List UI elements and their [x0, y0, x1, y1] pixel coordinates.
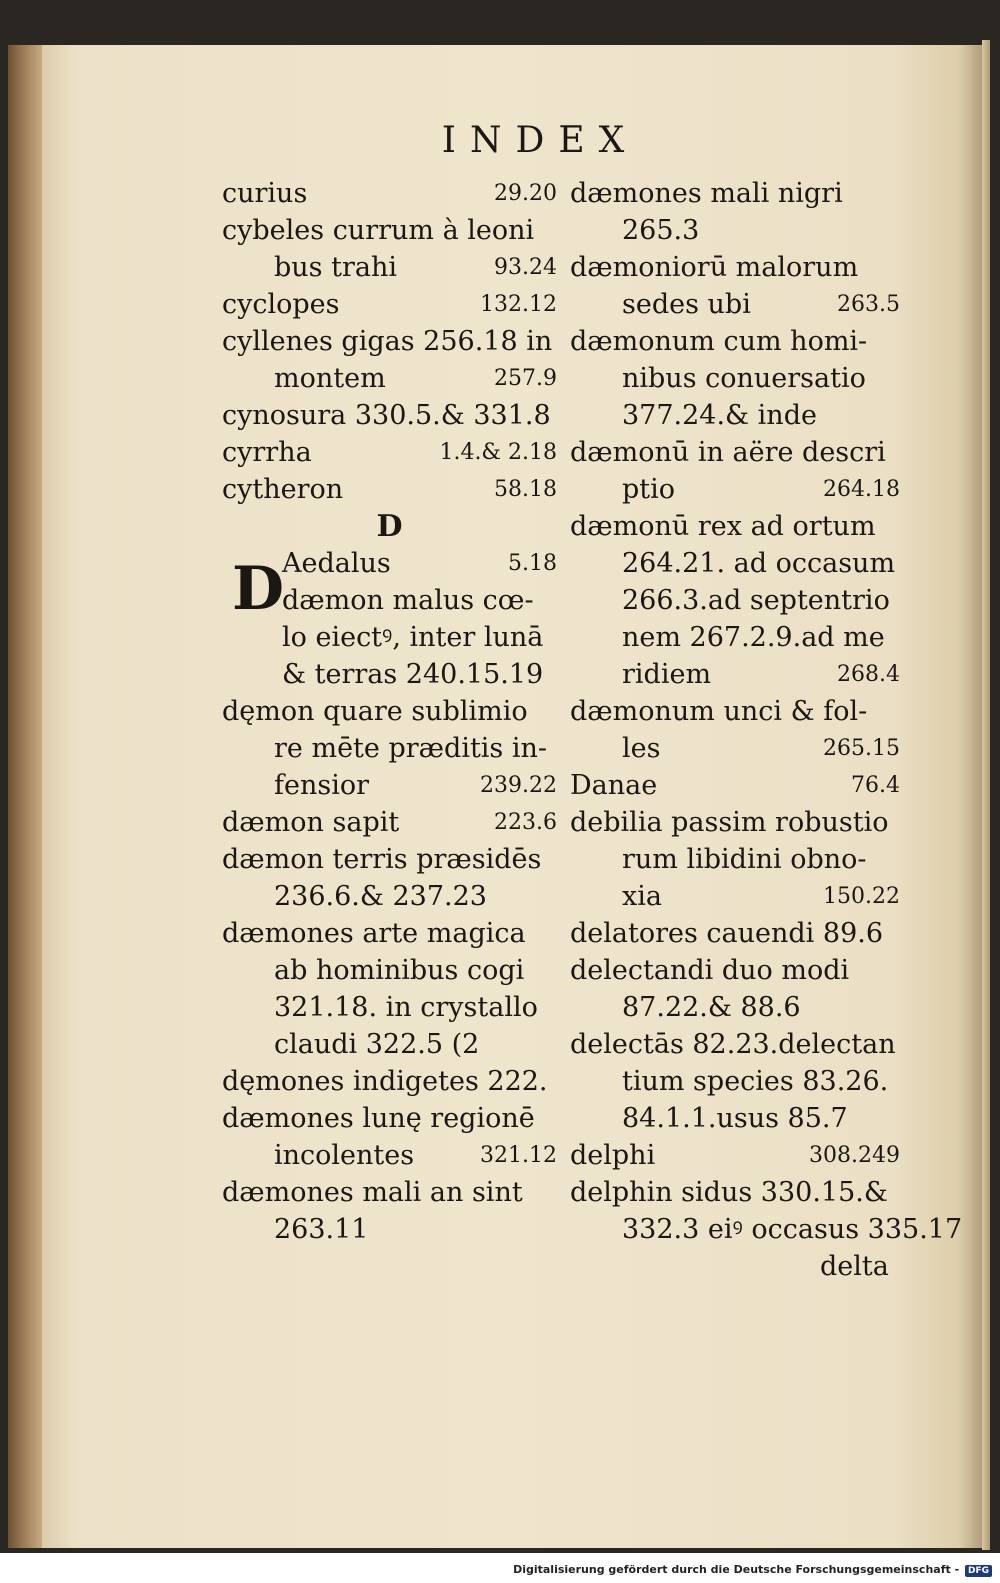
index-column-left [222, 175, 557, 1248]
entry-page-ref: 132.12 [480, 292, 557, 317]
index-entry [222, 1063, 557, 1100]
page-edge [982, 40, 990, 1550]
entry-page-ref: 321.12 [480, 1143, 557, 1168]
entry-text: les [622, 733, 661, 764]
index-entry [222, 434, 557, 471]
entry-text: dæmon malus cœ- [282, 585, 534, 616]
entry-page-ref: 1.4.& 2.18 [439, 440, 557, 465]
entry-page-ref: 239.22 [480, 773, 557, 798]
entry-text: cyrrha [222, 437, 312, 468]
entry-text: rum libidini obno- [622, 844, 867, 875]
index-entry [222, 952, 557, 989]
book-spine [8, 45, 42, 1548]
index-entry [222, 878, 557, 915]
entry-text: dæmones mali nigri [570, 178, 843, 209]
entry-text: delta [820, 1251, 889, 1282]
entry-page-ref: 150.22 [823, 884, 900, 909]
entry-text: dæmonum unci & fol- [570, 696, 868, 727]
index-entry [222, 286, 557, 323]
index-entry [222, 471, 557, 508]
entry-text: dęmones indigetes 222. [222, 1066, 548, 1097]
index-entry [570, 397, 900, 434]
entry-page-ref: 223.6 [494, 810, 557, 835]
index-entry [570, 619, 900, 656]
index-entry [570, 1137, 900, 1174]
entry-text: dæmoniorū malorum [570, 252, 859, 283]
entry-text: 236.6.& 237.23 [274, 881, 487, 912]
entry-text: dæmones mali an sint [222, 1177, 523, 1208]
index-entry [570, 804, 900, 841]
entry-text: dæmones arte magica [222, 918, 526, 949]
entry-text: tium species 83.26. [622, 1066, 889, 1097]
entry-page-ref: 268.4 [837, 662, 900, 687]
entry-page-ref: 5.18 [508, 551, 557, 576]
index-entry [570, 693, 900, 730]
entry-text: dęmon quare sublimio [222, 696, 528, 727]
entry-text: 377.24.& inde [622, 400, 817, 431]
entry-text: claudi 322.5 (2 [274, 1029, 480, 1060]
index-entry [570, 545, 900, 582]
entry-text: delphi [570, 1140, 656, 1171]
section-letter-line [222, 508, 557, 545]
entry-text: delphin sidus 330.15.& [570, 1177, 888, 1208]
entry-text: Aedalus [282, 548, 391, 579]
entry-page-ref: 265.15 [823, 736, 900, 761]
index-entry [222, 1174, 557, 1211]
index-entry [222, 1026, 557, 1063]
digitization-credit [513, 1563, 992, 1577]
index-entry [222, 841, 557, 878]
index-entry [570, 841, 900, 878]
entry-text: cynosura 330.5.& 331.8 [222, 400, 551, 431]
index-entry [570, 582, 900, 619]
entry-text: dæmones lunę regionē [222, 1103, 535, 1134]
index-entry [570, 286, 900, 323]
index-entry [222, 323, 557, 360]
entry-text: dæmon sapit [222, 807, 400, 838]
entry-text: dæmon terris præsidēs [222, 844, 542, 875]
entry-text: 266.3.ad septentrio [622, 585, 890, 616]
index-entry [222, 249, 557, 286]
index-entry [222, 1100, 557, 1137]
entry-text: sedes ubi [622, 289, 751, 320]
entry-text: dæmonū in aëre descri [570, 437, 886, 468]
index-entry [570, 1026, 900, 1063]
entry-text: delectandi duo modi [570, 955, 850, 986]
page-title: INDEX [441, 120, 639, 161]
entry-text: delatores cauendi 89.6 [570, 918, 884, 949]
entry-text: ab hominibus cogi [274, 955, 525, 986]
entry-text: ridiem [622, 659, 712, 690]
index-entry [222, 1211, 557, 1248]
index-entry [570, 952, 900, 989]
entry-text: re mēte præditis in- [274, 733, 548, 764]
index-entry [570, 989, 900, 1026]
entry-text: lo eiectꝰ, inter lunā [282, 622, 544, 653]
entry-page-ref: 263.5 [837, 292, 900, 317]
entry-text: Danae [570, 770, 658, 801]
entry-text: nem 267.2.9.ad me [622, 622, 885, 653]
entry-text: incolentes [274, 1140, 415, 1171]
index-entry [570, 212, 900, 249]
entry-text: 263.11 [274, 1214, 369, 1245]
section-letter: D [376, 509, 403, 544]
entry-text: dæmonū rex ad ortum [570, 511, 876, 542]
entry-text: montem [274, 363, 386, 394]
index-entry [570, 1211, 963, 1248]
index-entry [222, 212, 557, 249]
index-entry [222, 804, 557, 841]
entry-text: 87.22.& 88.6 [622, 992, 801, 1023]
index-column-right [570, 175, 963, 1285]
index-entry [570, 1248, 900, 1285]
entry-page-ref: 58.18 [494, 477, 557, 502]
dfg-logo-icon: DFG [965, 1565, 992, 1577]
entry-text: cybeles currum à leoni [222, 215, 535, 246]
index-entry [222, 619, 557, 656]
entry-text: dæmonum cum homi- [570, 326, 868, 357]
entry-text: cyllenes gigas 256.18 in [222, 326, 553, 357]
index-entry [570, 471, 900, 508]
index-entry [222, 360, 557, 397]
entry-page-ref: 29.20 [494, 181, 557, 206]
index-entry [570, 1063, 900, 1100]
index-entry [222, 397, 557, 434]
index-entry [570, 360, 900, 397]
entry-text: 332.3 eiꝰ occasus 335.17 [622, 1214, 963, 1245]
entry-page-ref: 76.4 [851, 773, 900, 798]
entry-text: nibus conuersatio [622, 363, 866, 394]
index-entry [570, 767, 900, 804]
entry-text: 265.3 [622, 215, 700, 246]
entry-page-ref: 308.249 [809, 1143, 900, 1168]
drop-cap: D [232, 554, 285, 624]
index-entry [570, 730, 900, 767]
index-entry [222, 989, 557, 1026]
entry-text: ptio [622, 474, 676, 505]
index-entry [570, 175, 900, 212]
index-entry [570, 508, 900, 545]
index-entry [222, 730, 557, 767]
index-entry [222, 656, 557, 693]
index-entry [222, 915, 557, 952]
entry-text: xia [622, 881, 662, 912]
entry-text: cytheron [222, 474, 344, 505]
entry-text: 321.18. in crystallo [274, 992, 538, 1023]
entry-text: fensior [274, 770, 370, 801]
index-entry [570, 878, 900, 915]
index-entry [570, 323, 900, 360]
index-entry [222, 175, 557, 212]
entry-text: debilia passim robustio [570, 807, 889, 838]
entry-text: bus trahi [274, 252, 397, 283]
entry-page-ref: 264.18 [823, 477, 900, 502]
index-entry [222, 693, 557, 730]
entry-page-ref: 93.24 [494, 255, 557, 280]
credit-text: Digitalisierung gefördert durch die Deutsche Forschungsgemeinschaft - [513, 1563, 960, 1576]
entry-text: & terras 240.15.19 [282, 659, 544, 690]
entry-page-ref: 257.9 [494, 366, 557, 391]
index-entry [222, 767, 557, 804]
index-entry [570, 1100, 900, 1137]
entry-text: delectās 82.23.delectan [570, 1029, 896, 1060]
index-entry [570, 434, 900, 471]
entry-text: 264.21. ad occasum [622, 548, 896, 579]
entry-text: cyclopes [222, 289, 340, 320]
index-entry [570, 249, 900, 286]
index-entry [570, 656, 900, 693]
index-entry [570, 1174, 900, 1211]
entry-text: curius [222, 178, 308, 209]
index-entry [570, 915, 900, 952]
index-entry [222, 1137, 557, 1174]
entry-text: 84.1.1.usus 85.7 [622, 1103, 848, 1134]
